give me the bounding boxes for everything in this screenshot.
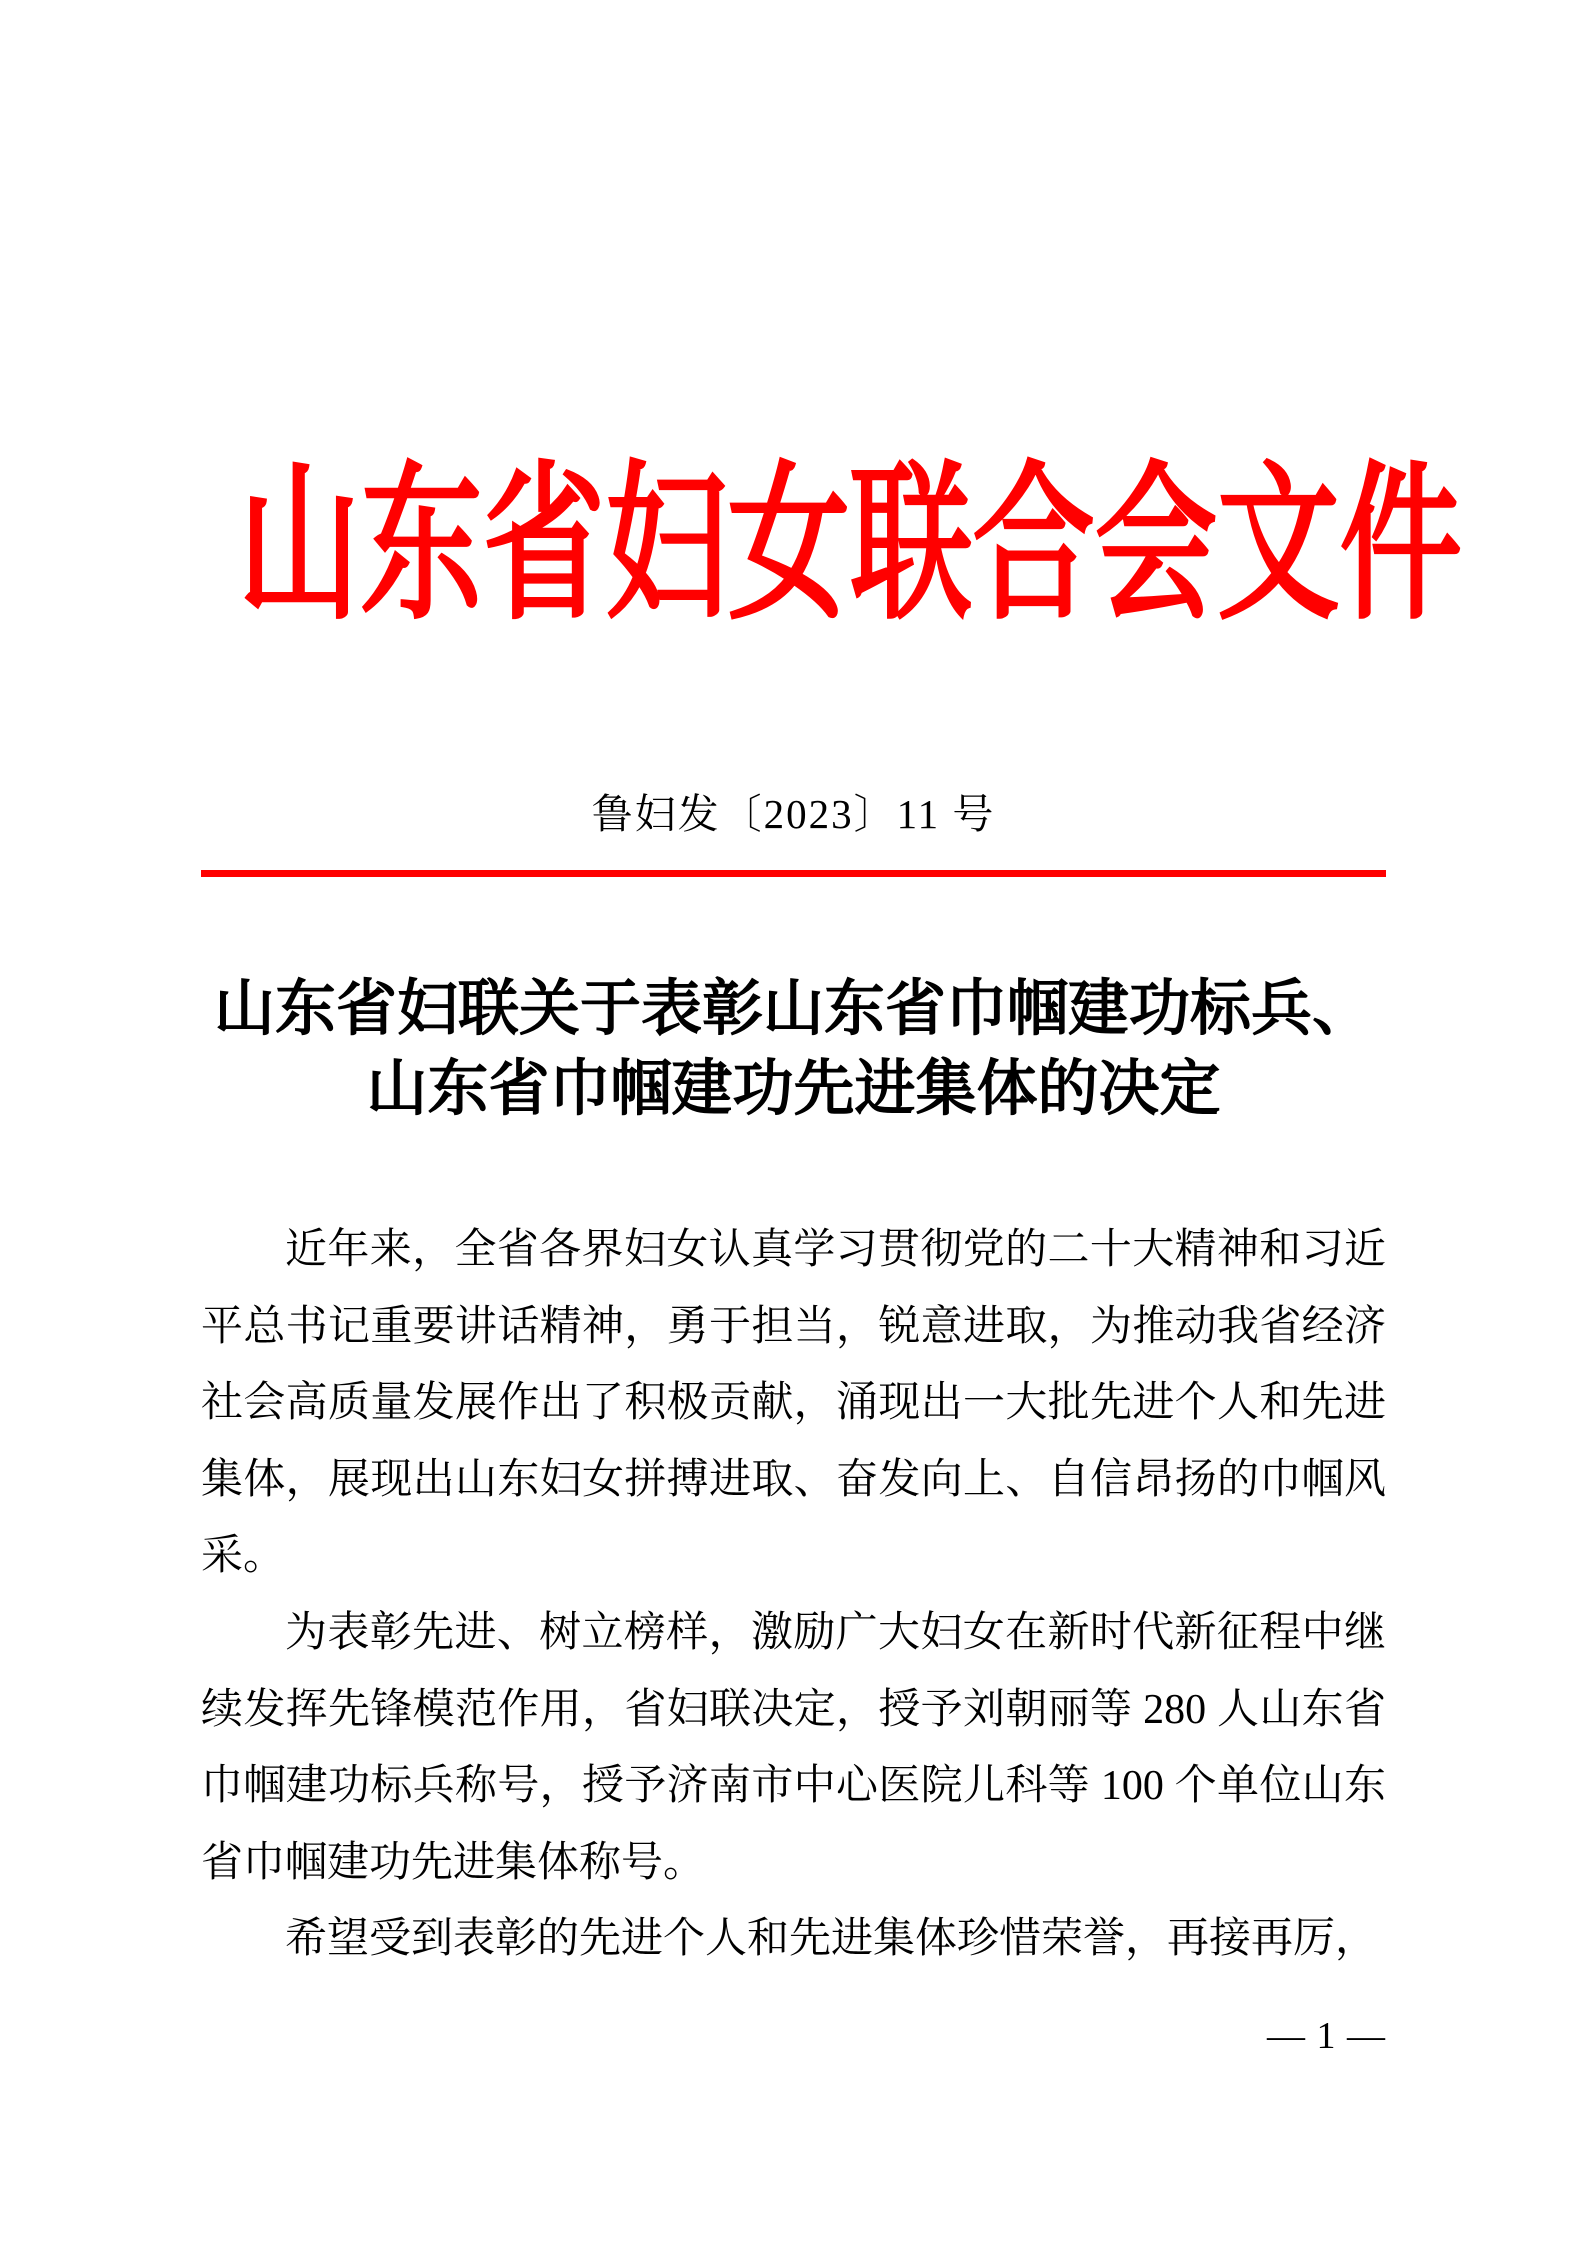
document-title-line-2: 山东省巾帼建功先进集体的决定 — [366, 1056, 1221, 1123]
letterhead-title-text: 山东省妇女联合会文件 — [238, 452, 1463, 640]
page-number: — 1 — — [1267, 2015, 1386, 2057]
document-body — [201, 1212, 1386, 1978]
body-paragraph-1: 近年来，全省各界妇女认真学习贯彻党的二十大精神和习近平总书记重要讲话精神，勇于担当，锐意进取，为推动我省经济社会高质量发展作出了积极贡献，涌现出一大批先进个人和先进集体，展现出山东妇女拼搏进取、奋发向上、自信昂扬的巾帼风采。 — [201, 1227, 1386, 1580]
red-separator-line — [201, 870, 1386, 877]
document-title-line-1: 山东省妇联关于表彰山东省巾帼建功标兵、 — [213, 976, 1373, 1043]
letterhead-title — [0, 452, 1587, 640]
document-title — [0, 970, 1587, 1130]
body-paragraph-2: 为表彰先进、树立榜样，激励广大妇女在新时代新征程中继续发挥先锋模范作用，省妇联决定，授予刘朝丽等 280 人山东省巾帼建功标兵称号，授予济南市中心医院儿科等 100 个单位山东省巾帼建功先进集体称号。 — [201, 1609, 1386, 1886]
body-paragraph-3: 希望受到表彰的先进个人和先进集体珍惜荣誉，再接再厉， — [285, 1916, 1378, 1963]
document-number: 鲁妇发〔2023〕11 号 — [591, 791, 996, 837]
